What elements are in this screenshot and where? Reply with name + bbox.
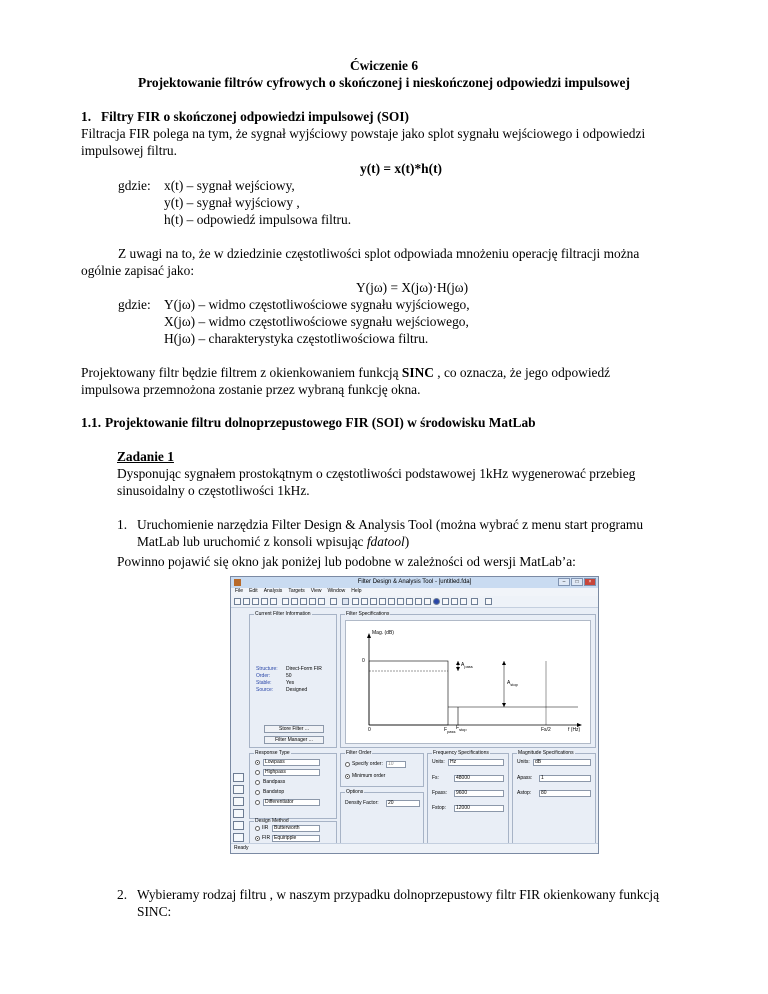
f-axis-label: f (Hz) [568,727,581,733]
highpass-select[interactable]: Highpass [263,769,320,776]
magnitude-response-icon [352,598,359,605]
where-item-2: y(t) – sygnał wyjściowy , [164,195,300,210]
density-factor-field[interactable]: 20 [386,800,420,807]
exercise-subtitle: Projektowanie filtrów cyfrowych o skończonej i nieskończonej odpowiedzi impulsowej [138,75,630,90]
filter-specs-plot [345,620,591,744]
fstop-label: $F_{stop}$ [456,725,467,732]
where2-item-3: H(jω) – charakterystyka częstotliwościowa filtru. [164,331,429,346]
where-item-3: h(t) – odpowiedź impulsowa filtru. [164,212,352,227]
minimize-icon: – [558,578,570,586]
step1-line1: 1. Uruchomienie narzędzia Filter Design & Analysis Tool (można wybrać z menu start programu [117,517,644,532]
apass-field[interactable]: 1 [539,775,591,782]
design-method-group: Design Method IIR Butterworth FIR Equiripple [249,821,337,845]
order-value: 50 [286,673,292,679]
mag-units-select[interactable]: dB [533,759,591,766]
fpass-label: $F_{pass}$ [444,727,456,734]
menu-bar [231,588,598,596]
frequency-formula: Y(jω) = X(jω)·H(jω) [356,280,469,295]
para2-line1: Z uwagi na to, że w dziedzinie częstotliwości splot odpowiada mnożeniu operację filtracji można [118,246,640,261]
quantize-icon [233,785,244,794]
section1-text-line2: impulsowej filtru. [81,143,177,158]
whats-this-icon [485,598,492,605]
astop-label: $A_{stop}$ [507,680,518,687]
stable-value: Yes [286,680,295,686]
task1-line2: sinusoidalny o częstotliwości 1kHz. [117,483,310,498]
where2-item-2: X(jω) – widmo częstotliwościowe sygnału wejściowego, [164,314,469,329]
phase-response-icon [361,598,368,605]
new-icon [234,598,241,605]
source-value: Designed [286,687,308,693]
fir-radio[interactable] [255,836,260,841]
freq-units-select[interactable]: Hz [448,759,504,766]
menu-view: View [310,588,322,594]
section11-heading: 1.1. Projektowanie filtru dolnoprzepustowego FIR (SOI) w środowisku MatLab [81,415,536,430]
import-icon [233,809,244,818]
legend-icon [460,598,467,605]
differentiator-radio[interactable] [255,800,260,805]
toolbar [231,596,598,608]
zero-hz-label: 0 [368,727,371,733]
step1-line2: MatLab lub uruchomić z konsoli wpisując fdatool) [137,534,410,549]
new-figure-icon [330,598,337,605]
differentiator-select[interactable]: Differentiator [263,799,320,806]
realize-icon [233,797,244,806]
menu-file: File [235,588,244,594]
highpass-radio[interactable] [255,770,260,775]
filter-specs-icon [342,598,349,605]
pole-zero-editor-icon [233,821,244,830]
filter-specs-group: Filter Specifications Mag. (dB) 0 0 $A_{pass}$ $A_{stop}$ $F_{pass}$ $F_{stop}$ Fs/2 f (Hz) [340,614,596,748]
maximize-icon: □ [571,578,583,586]
frequency-specs-group: Frequency Specifications Units: Hz Fs: 48000 Fpass: 9600 Fstop: 12000 [427,753,509,845]
options-group: Options Density Factor: 20 [340,792,424,845]
response-type-group: Response Type Lowpass Highpass Bandpass Bandstop Differentiator [249,753,337,819]
transform-icon [233,773,244,782]
specify-order-field[interactable]: 10 [386,761,406,768]
mag-axis-label: Mag. (dB) [372,630,394,636]
magnitude-specs-group: Magnitude Specifications Units: dB Apass: 1 Astop: 80 [512,753,596,845]
fpass-field[interactable]: 9600 [454,790,504,797]
minimum-order-radio[interactable] [345,774,350,779]
window-title: Filter Design & Analysis Tool - [untitled.fda] [357,579,472,585]
print-preview-icon [270,598,277,605]
zero-db-label: 0 [362,658,365,664]
print-icon [261,598,268,605]
zoom-y-icon [309,598,316,605]
store-filter-button[interactable]: Store Filter ... [264,725,324,733]
specify-order-radio[interactable] [345,762,350,767]
section1-heading: 1. Filtry FIR o skończonej odpowiedzi impulsowej (SOI) [81,109,409,124]
close-icon: × [584,578,596,586]
section1-text-line1: Filtracja FIR polega na tym, że sygnał wyjściowy powstaje jako splot sygnału wejściowego i odpowiedzi [81,126,646,141]
save-icon [252,598,259,605]
lowpass-radio[interactable] [255,760,260,765]
para2-line2: ogólnie zapisać jako: [81,263,195,278]
menu-edit: Edit [249,588,258,594]
fir-method-select[interactable]: Equiripple [272,835,320,842]
current-filter-group: Current Filter Information Structure: Direct-Form FIR Order: 50 Stable: Yes Source: Designed Store Filter ... Filter Manager ... [249,614,337,748]
filter-order-group: Filter Order Specify order: 10 Minimum order [340,753,424,787]
step2-line2: SINC: [137,904,172,919]
menu-analysis: Analysis [263,588,283,594]
menu-window: Window [327,588,346,594]
grid-icon [471,598,478,605]
fstop-field[interactable]: 12000 [454,805,504,812]
bandpass-radio[interactable] [255,780,260,785]
exercise-title: Ćwiczenie 6 [349,58,419,73]
filter-manager-button[interactable]: Filter Manager ... [264,736,324,744]
zoom-out-icon [291,598,298,605]
coefficients-icon [424,598,431,605]
zoom-in-icon [282,598,289,605]
info-icon [433,598,440,605]
structure-value: Direct-Form FIR [286,666,322,672]
iir-radio[interactable] [255,826,260,831]
step2-line1: 2. Wybieramy rodzaj filtru , w naszym przypadku dolnoprzepustowy filtr FIR okienkowany funkcją [117,887,660,902]
sidebar-panel-icons [233,773,247,845]
status-text: Ready [234,845,249,851]
astop-field[interactable]: 80 [539,790,591,797]
iir-method-select[interactable]: Butterworth [272,825,320,832]
task1-line1: Dysponując sygnałem prostokątnym o częstotliwości podstawowej 1kHz wygenerować przebieg [117,466,636,481]
where-item-1: x(t) – sygnał wejściowy, [164,178,295,193]
impulse-response-icon [397,598,404,605]
status-bar [231,843,598,853]
fdatool-screenshot [230,576,599,854]
step-response-icon [406,598,413,605]
para3-line1: Projektowany filtr będzie filtrem z okienkowaniem funkcją SINC , co oznacza, że jego odpowiedź [81,365,611,380]
full-view-icon [318,598,325,605]
menu-targets: Targets [288,588,305,594]
task1-title: Zadanie 1 [117,449,174,464]
para4: Powinno pojawić się okno jak poniżej lub podobne w zależności od wersji MatLab’a: [117,554,576,569]
group-delay-icon [379,598,386,605]
mag-phase-icon [370,598,377,605]
fs-field[interactable]: 48000 [454,775,504,782]
where2-item-1: Y(jω) – widmo częstotliwościowe sygnału wyjściowego, [164,297,470,312]
round-icon [451,598,458,605]
design-panel-icon [233,833,244,842]
filter-specs-diagram [346,621,590,743]
menu-help: Help [351,588,362,594]
where2-label: gdzie: [118,297,151,312]
bandstop-radio[interactable] [255,790,260,795]
apass-label: $A_{pass}$ [461,662,473,669]
lowpass-select[interactable]: Lowpass [263,759,320,766]
where-label: gdzie: [118,178,151,193]
para3-line2: impulsowa przemnożona zostanie przez wybraną funkcję okna. [81,382,421,397]
cost-icon [442,598,449,605]
zoom-x-icon [300,598,307,605]
fs2-label: Fs/2 [541,727,551,733]
phase-delay-icon [388,598,395,605]
convolution-formula: y(t) = x(t)*h(t) [360,161,442,176]
open-icon [243,598,250,605]
pole-zero-icon [415,598,422,605]
